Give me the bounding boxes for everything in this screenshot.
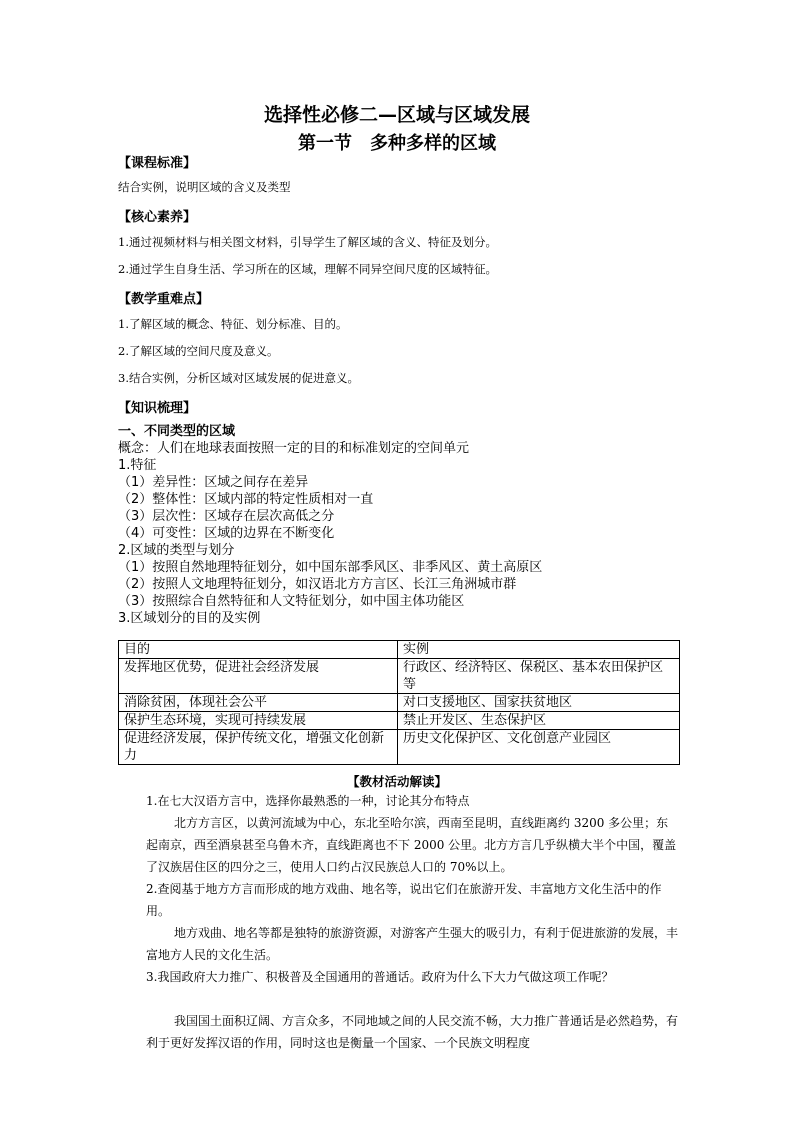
literacy-item: 1.通过视频材料与相关图文材料，引导学生了解区域的含义、特征及划分。 [118,235,497,249]
activity-answer [146,812,680,878]
activity-heading: 【教材活动解读】 [346,774,447,789]
activity-question: 1.在七大汉语方言中，选择你最熟悉的一种，讨论其分布特点 [146,794,470,808]
activity-answer-text: 地方戏曲、地名等都是独特的旅游资源，对游客产生强大的吸引力，有利于促进旅游的发展，丰富地方人民的文化生活。 [146,926,679,962]
activity-answer-text: 北方方言区，以黄河流域为中心，东北至哈尔滨，西南至昆明，直线距离约 3200 多公里；东起南京，西至酒泉甚至乌鲁木齐，直线距离也不下 2000 公里。北方方言几乎纵横大半个中国，覆盖了汉族居住区的四分之三，使用人口约占汉民族总人口的 70%以上。 [146,816,677,874]
table-cell: 促进经济发展，保护传统文化，增强文化创新力 [119,730,398,765]
table-cell: 消除贫困，体现社会公平 [119,694,398,712]
features-title: 1.特征 [118,458,157,473]
activity-answer-text: 我国国土面积辽阔、方言众多，不同地域之间的人民交流不畅，大力推广普通话是必然趋势，有利于更好发挥汉语的作用，同时这也是衡量一个国家、一个民族文明程度 [146,1014,679,1050]
activity-answer [146,922,680,966]
table-header-row [119,641,680,659]
feature-item: （1）差异性：区域之间存在差异 [118,475,309,490]
standard-text: 结合实例，说明区域的含义及类型 [118,180,291,194]
document-title: 选择性必修二—区域与区域发展 [263,104,530,126]
purpose-title: 3.区域划分的目的及实例 [118,611,261,626]
types-title: 2.区域的类型与划分 [118,543,235,558]
concept-text: 概念：人们在地球表面按照一定的目的和标准划定的空间单元 [118,441,470,456]
type-item: （3）按照综合自然特征和人文特征划分，如中国主体功能区 [118,594,465,609]
type-item: （2）按照人文地理特征划分，如汉语北方方言区、长江三角洲城市群 [118,577,517,592]
table-row [119,694,680,712]
focus-heading: 【教学重难点】 [118,292,210,307]
literacy-item: 2.通过学生自身生活、学习所在的区域，理解不同异空间尺度的区域特征。 [118,262,497,276]
focus-item: 1.了解区域的概念、特征、划分标准、目的。 [118,317,348,331]
activity-question: 2.查阅基于地方方言而形成的地方戏曲、地名等，说出它们在旅游开发、丰富地方文化生活中的作用。 [146,882,662,918]
table-cell: 历史文化保护区、文化创意产业园区 [398,730,680,765]
part1-title: 一、不同类型的区域 [118,424,236,439]
table-header-cell: 实例 [398,641,680,659]
activity-question: 3.我国政府大力推广、积极普及全国通用的普通话。政府为什么下大力气做这项工作呢？ [146,970,614,984]
table-cell: 发挥地区优势，促进社会经济发展 [119,659,398,694]
table-row [119,712,680,730]
section-title: 第一节 多种多样的区域 [298,133,496,154]
standard-heading: 【课程标准】 [118,156,197,171]
table-cell: 保护生态环境，实现可持续发展 [119,712,398,730]
activity-answer [146,1010,680,1054]
knowledge-heading: 【知识梳理】 [118,401,197,416]
type-item: （1）按照自然地理特征划分，如中国东部季风区、非季风区、黄土高原区 [118,560,543,575]
table-row [119,730,680,765]
table-cell: 对口支援地区、国家扶贫地区 [398,694,680,712]
feature-item: （2）整体性：区域内部的特定性质相对一直 [118,492,374,507]
literacy-heading: 【核心素养】 [118,210,197,225]
feature-item: （3）层次性：区域存在层次高低之分 [118,509,335,524]
focus-item: 2.了解区域的空间尺度及意义。 [118,344,279,358]
table-row [119,659,680,694]
table-cell: 行政区、经济特区、保税区、基本农田保护区等 [398,659,680,694]
purpose-table [118,640,680,765]
table-cell: 禁止开发区、生态保护区 [398,712,680,730]
focus-item: 3.结合实例，分析区域对区域发展的促进意义。 [118,371,359,385]
feature-item: （4）可变性：区域的边界在不断变化 [118,526,335,541]
table-header-cell: 目的 [119,641,398,659]
